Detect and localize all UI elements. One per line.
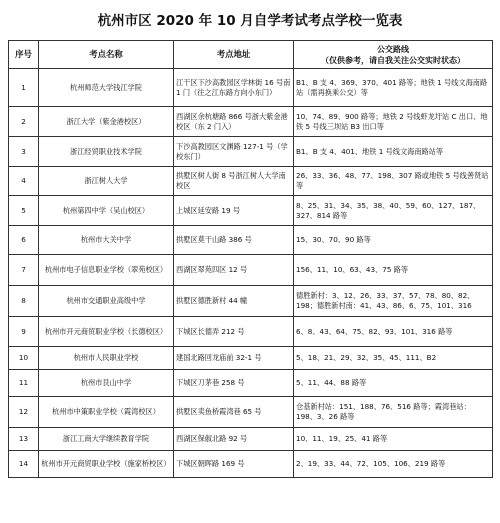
cell-no: 1	[9, 69, 39, 107]
cell-name: 杭州师范大学钱江学院	[39, 69, 174, 107]
cell-route: 6、8、43、64、75、82、93、101、316 路等	[294, 317, 493, 347]
cell-address: 西湖区余杭塘路 866 号浙大紫金港校区（东 2 门入）	[174, 107, 294, 137]
cell-route: 仓基新村站：151、188、76、516 路等；霞湾巷站：198、3、26 路等	[294, 397, 493, 428]
cell-address: 建国北路回龙庙前 32-1 号	[174, 347, 294, 370]
cell-route: 15、30、70、90 路等	[294, 226, 493, 255]
cell-no: 13	[9, 428, 39, 451]
cell-route: 10、11、19、25、41 路等	[294, 428, 493, 451]
cell-no: 14	[9, 451, 39, 478]
cell-name: 杭州市人民职业学校	[39, 347, 174, 370]
cell-name: 浙江树人大学	[39, 167, 174, 196]
cell-name: 浙江经贸职业技术学院	[39, 137, 174, 167]
table-row	[9, 255, 493, 286]
cell-address: 下城区长德弄 212 号	[174, 317, 294, 347]
cell-no: 9	[9, 317, 39, 347]
cell-address: 江干区下沙高教园区学林街 16 号南 1 门（往之江东路方向小东门）	[174, 69, 294, 107]
cell-no: 6	[9, 226, 39, 255]
cell-route: 德胜新村：3、12、26、33、37、57、78、80、82、198；德胜新村南：41、43、86、6、75、101、316	[294, 286, 493, 317]
cell-name: 浙江大学（紫金港校区）	[39, 107, 174, 137]
table-row	[9, 167, 493, 196]
cell-route: 2、19、33、44、72、105、106、219 路等	[294, 451, 493, 478]
table-header	[9, 41, 493, 69]
cell-address: 西湖区翠苑四区 12 号	[174, 255, 294, 286]
cell-no: 11	[9, 370, 39, 397]
cell-address: 上城区延安路 19 号	[174, 196, 294, 226]
header-no: 序号	[9, 41, 39, 69]
cell-route: 5、11、44、88 路等	[294, 370, 493, 397]
header-address: 考点地址	[174, 41, 294, 69]
cell-name: 杭州市开元商贸职业学校（长德校区）	[39, 317, 174, 347]
cell-name: 杭州市中策职业学校（霞湾校区）	[39, 397, 174, 428]
cell-address: 拱墅区树人街 8 号浙江树人大学南校区	[174, 167, 294, 196]
table-row	[9, 226, 493, 255]
cell-no: 7	[9, 255, 39, 286]
cell-name: 杭州市交通职业高级中学	[39, 286, 174, 317]
cell-address: 拱墅区卖鱼桥霞湾巷 65 号	[174, 397, 294, 428]
table-row	[9, 286, 493, 317]
header-row	[9, 41, 493, 69]
table-row	[9, 317, 493, 347]
cell-no: 12	[9, 397, 39, 428]
header-name: 考点名称	[39, 41, 174, 69]
cell-route: B1、B 支 4、369、370、401 路等；地铁 1 号线文海南路站（需再换乘公交）等	[294, 69, 493, 107]
cell-name: 浙江工商大学继续教育学院	[39, 428, 174, 451]
cell-address: 下城区刀茅巷 258 号	[174, 370, 294, 397]
exam-sites-table	[8, 40, 493, 478]
cell-address: 下沙高教园区文渊路 127-1 号（学校东门）	[174, 137, 294, 167]
table-row	[9, 347, 493, 370]
document-title: 杭州市区 2020 年 10 月自学考试考点学校一览表	[97, 13, 403, 29]
cell-route: 26、33、36、48、77、198、307 路或地铁 5 号线善贤站等	[294, 167, 493, 196]
cell-route: 156、11、10、63、43、75 路等	[294, 255, 493, 286]
cell-route: 10、74、89、900 路等；地铁 2 号线虾龙圩站 C 出口、地铁 5 号线三坝站 B3 出口等	[294, 107, 493, 137]
cell-route: 8、25、31、34、35、38、40、59、60、127、187、327、814 路等	[294, 196, 493, 226]
cell-name: 杭州市电子信息职业学校（翠苑校区）	[39, 255, 174, 286]
table-row	[9, 107, 493, 137]
table-row	[9, 451, 493, 478]
header-route-note: （仅供参考，请自我关注公交实时状态）	[321, 55, 465, 65]
cell-no: 3	[9, 137, 39, 167]
cell-no: 5	[9, 196, 39, 226]
table-row	[9, 69, 493, 107]
table-row	[9, 428, 493, 451]
cell-route: B1、B 支 4、401、地铁 1 号线文海南路站等	[294, 137, 493, 167]
cell-no: 8	[9, 286, 39, 317]
table-row	[9, 370, 493, 397]
cell-no: 4	[9, 167, 39, 196]
cell-route: 5、18、21、29、32、35、45、111、B2	[294, 347, 493, 370]
cell-name: 杭州市大关中学	[39, 226, 174, 255]
cell-address: 拱墅区德胜新村 44 幢	[174, 286, 294, 317]
table-row	[9, 196, 493, 226]
table-row	[9, 397, 493, 428]
header-route	[294, 41, 493, 69]
cell-name: 杭州市开元商贸职业学校（施家桥校区）	[39, 451, 174, 478]
header-route-title: 公交路线	[377, 44, 409, 54]
cell-name: 杭州第四中学（吴山校区）	[39, 196, 174, 226]
cell-address: 西湖区保俶北路 92 号	[174, 428, 294, 451]
table-body	[9, 69, 493, 478]
cell-no: 2	[9, 107, 39, 137]
cell-address: 拱墅区莫干山路 386 号	[174, 226, 294, 255]
cell-no: 10	[9, 347, 39, 370]
cell-address: 下城区朝晖路 169 号	[174, 451, 294, 478]
cell-name: 杭州市艮山中学	[39, 370, 174, 397]
table-row	[9, 137, 493, 167]
